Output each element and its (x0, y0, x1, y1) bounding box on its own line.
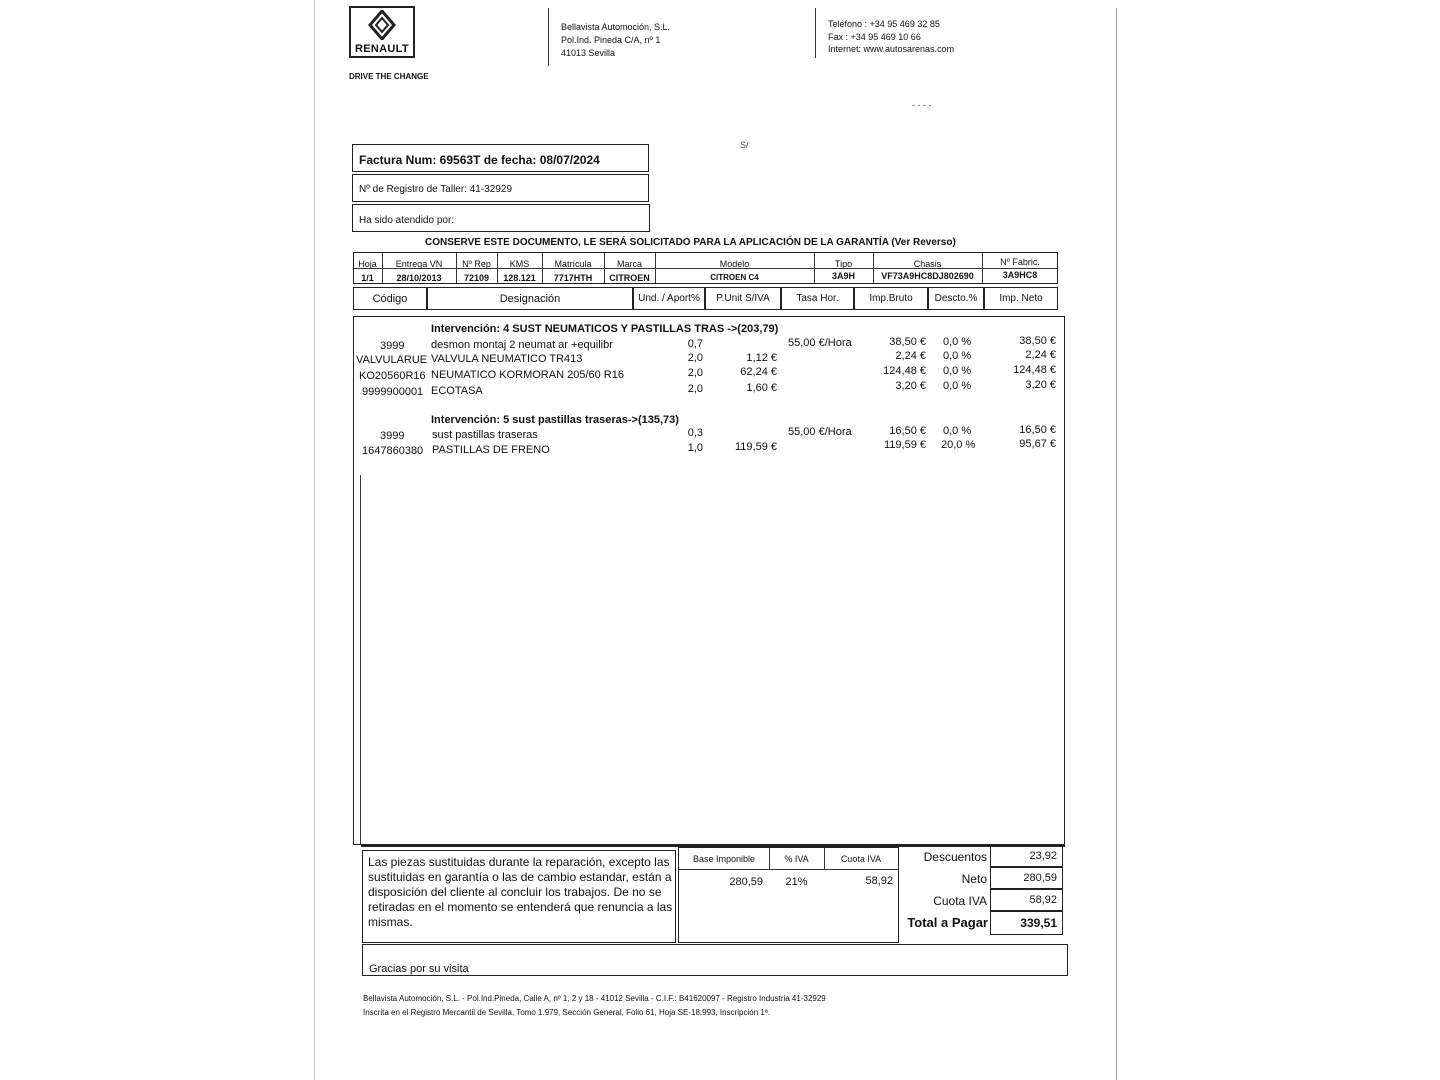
footer-note-line: mismas. (368, 915, 413, 929)
discounts-value: 23,92 (1029, 850, 1057, 862)
line-qty: 0,7 (687, 338, 703, 350)
line-qty: 2,0 (687, 367, 703, 379)
vat-value: 58,92 (1029, 894, 1057, 906)
vehicle-value-chassis: VF73A9HC8DJ802690 (881, 271, 974, 281)
vehicle-value-plate: 7717HTH (553, 273, 593, 283)
line-gross: 38,50 € (889, 336, 926, 348)
line-qty: 2,0 (687, 352, 703, 364)
vat-value-box (990, 889, 1063, 911)
line-rate: 55,00 €/Hora (788, 337, 852, 349)
line-gross: 3,20 € (895, 380, 926, 392)
net-value-box (990, 867, 1063, 889)
invoice-title: Factura Num: 69563T de fecha: 08/07/2024 (359, 153, 600, 167)
vehicle-value-fabric: 3A9HC8 (1002, 270, 1038, 280)
line-unit: 119,59 € (734, 441, 777, 453)
line-discount: 0,0 % (943, 425, 972, 437)
line-gross: 2,24 € (895, 350, 926, 362)
line-qty: 2,0 (687, 383, 703, 395)
discounts-value-box (990, 845, 1063, 867)
brand-tagline: DRIVE THE CHANGE (349, 72, 429, 81)
vehicle-value-rep: 72109 (463, 273, 490, 283)
line-net: 95,67 € (1019, 438, 1056, 450)
vehicle-value-kms: 128.121 (503, 273, 536, 283)
col-header-rate: Tasa Hor. (781, 287, 854, 310)
total-label: Total a Pagar (907, 915, 988, 930)
col-header-designation: Designación (427, 287, 633, 310)
warranty-notice: CONSERVE ESTE DOCUMENTO, LE SERÁ SOLICITADO PARA LA APLICACIÓN DE LA GARANTÍA (Ver Reverso) (425, 237, 956, 248)
attended-by: Ha sido atendido por: (359, 215, 455, 226)
line-gross: 119,59 € (883, 439, 926, 451)
company-address-1: Pol.Ind. Pineda C/A, nº 1 (561, 35, 661, 45)
total-value-box (990, 911, 1063, 935)
tax-pct-value: 21% (785, 876, 808, 888)
tax-summary-box (678, 847, 899, 943)
line-code: 1647860380 (362, 445, 424, 457)
line-discount: 0,0 % (943, 365, 972, 377)
line-unit: 62,24 € (740, 366, 777, 378)
tax-base-label: Base Imponible (692, 854, 756, 864)
footer-note-line: disposición del cliente al concluir los trabajos. De no se (368, 885, 662, 899)
vehicle-header: Matrícula (554, 259, 592, 269)
vehicle-value-sheet: 1/1 (361, 273, 374, 283)
line-discount: 0,0 % (943, 350, 972, 362)
contact-fax: Fax : +34 95 469 10 66 (828, 32, 921, 42)
thanks-text: Gracias por su visita (369, 963, 469, 975)
contact-internet: Internet: www.autosarenas.com (828, 44, 955, 54)
vat-label: Cuota IVA (933, 894, 987, 908)
line-desc: PASTILLAS DE FRENO (432, 444, 550, 456)
line-code: VALVULARUE (356, 354, 428, 366)
stray-mark-b: - - - - (912, 100, 932, 110)
legal-line-2: Inscrita en el Registro Mercantil de Sevilla, Tomo 1.979, Sección General, Folio 61, Hoja SE-18.993, Inscripción 1ª. (363, 1008, 771, 1017)
renault-diamond-icon (351, 10, 413, 40)
total-value: 339,51 (1020, 916, 1057, 930)
vehicle-value-delivery: 28/10/2013 (396, 273, 442, 283)
vehicle-header: Hoja (358, 259, 377, 269)
thanks-box (362, 944, 1068, 976)
col-header-gross: Imp.Bruto (854, 287, 928, 310)
line-qty: 1,0 (687, 442, 703, 454)
line-discount: 0,0 % (943, 336, 972, 348)
vehicle-header: KMS (509, 259, 530, 269)
tax-quota-value: 58,92 (865, 875, 893, 887)
registry-box (352, 174, 649, 202)
legal-line-1: Bellavista Automoción, S.L. - Pol.Ind.Pineda, Calle A, nº 1, 2 y 18 - 41012 Sevilla - C.I.F.: B41620097 - Registro Industria 41-32929 (363, 994, 826, 1003)
net-label: Neto (961, 872, 987, 886)
footer-note-line: retiradas en el momento se entenderá que renuncia a las (368, 900, 673, 914)
header-divider-2 (815, 8, 816, 58)
line-code: 3999 (380, 340, 405, 352)
line-unit: 1,60 € (746, 382, 777, 394)
vehicle-header: Chasis (913, 259, 942, 269)
invoice-lines-inner-left (360, 475, 361, 845)
line-desc: VALVULA NEUMATICO TR413 (431, 353, 583, 365)
tax-quota-label: Cuota IVA (840, 854, 882, 864)
footer-note-box (362, 850, 676, 943)
net-value: 280,59 (1023, 872, 1057, 884)
page-edge-right (1116, 8, 1117, 1080)
renault-logo (349, 6, 415, 58)
col-header-code: Código (353, 287, 427, 310)
footer-note-line: Las piezas sustituidas durante la reparación, excepto las (368, 855, 670, 869)
line-net: 2,24 € (1025, 349, 1056, 361)
line-code: 9999900001 (362, 386, 424, 398)
vehicle-header: Tipo (834, 259, 853, 269)
discounts-label: Descuentos (923, 850, 987, 864)
header-divider-1 (548, 8, 549, 66)
line-net: 3,20 € (1025, 379, 1056, 391)
line-unit: 1,12 € (746, 352, 777, 364)
intervention-title: Intervención: 4 SUST NEUMATICOS Y PASTILLAS TRAS ->(203,79) (431, 323, 779, 335)
footer-note-line: sustituidas en garantía o las de cambio estandar, están a (368, 870, 672, 884)
line-desc: desmon montaj 2 neumat ar +equilibr (431, 339, 613, 351)
vehicle-value-model: CITROEN C4 (710, 273, 759, 282)
vehicle-value-brand: CITROEN (609, 273, 650, 283)
tax-base-value: 280,59 (729, 876, 763, 888)
col-header-discount: Descto.% (928, 287, 984, 310)
line-desc: NEUMATICO KORMORAN 205/60 R16 (431, 369, 624, 381)
intervention-title: Intervención: 5 sust pastillas traseras->(135,73) (431, 414, 679, 426)
vehicle-value-type: 3A9H (831, 271, 855, 281)
stray-mark-a: S/ (740, 140, 749, 150)
vehicle-header: Marca (616, 259, 642, 269)
company-address-2: 41013 Sevilla (561, 48, 616, 58)
line-gross: 124,48 € (883, 365, 926, 377)
line-desc: sust pastillas traseras (432, 429, 538, 441)
line-rate: 55,00 €/Hora (788, 426, 852, 438)
line-desc: ECOTASA (431, 385, 483, 397)
registry-number: Nº de Registro de Taller: 41-32929 (359, 184, 513, 195)
col-header-qty: Und. / Aport% (633, 287, 705, 310)
col-header-net: Imp. Neto (984, 287, 1058, 310)
col-header-unit: P.Unit S/IVA (705, 287, 781, 310)
line-discount: 20,0 % (941, 439, 976, 451)
line-net: 16,50 € (1019, 424, 1056, 436)
invoice-title-box (352, 144, 649, 172)
line-code: 3999 (380, 430, 405, 442)
company-name: Bellavista Automoción, S.L. (561, 22, 671, 32)
contact-phone: Teléfono : +34 95 469 32 85 (828, 19, 940, 29)
vehicle-header: Modelo (719, 259, 750, 269)
line-code: KO20560R16 (359, 370, 426, 382)
line-discount: 0,0 % (943, 380, 972, 392)
vehicle-header: Entrega VN (395, 259, 443, 269)
line-net: 38,50 € (1019, 335, 1056, 347)
line-qty: 0,3 (687, 427, 703, 439)
tax-pct-label: % IVA (784, 854, 809, 864)
vehicle-header: Nº Fabric. (1000, 257, 1040, 267)
page-edge-left (314, 0, 315, 1080)
line-net: 124,48 € (1013, 364, 1056, 376)
attended-box (352, 204, 650, 232)
brand-name: RENAULT (355, 43, 409, 55)
vehicle-header: Nº Rep (462, 259, 491, 269)
line-gross: 16,50 € (889, 425, 926, 437)
